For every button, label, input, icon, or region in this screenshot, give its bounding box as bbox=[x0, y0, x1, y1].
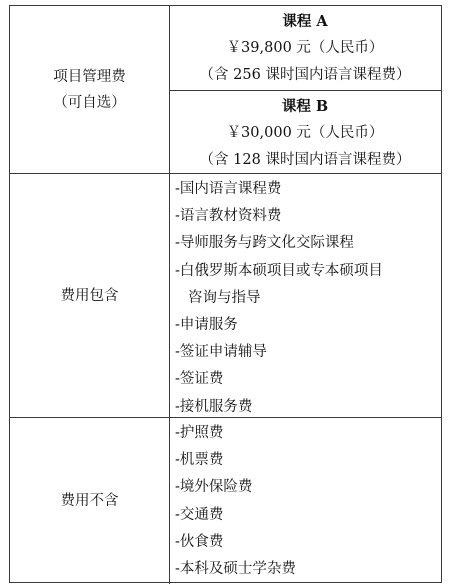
list-item: -接机服务费 bbox=[175, 398, 253, 415]
fee-included-label-cell bbox=[10, 174, 169, 417]
list-item: -签证费 bbox=[175, 371, 224, 388]
list-item: -护照费 bbox=[175, 425, 224, 441]
course-a-note: （含 256 课时国内语言课程费） bbox=[199, 67, 411, 83]
list-item: -签证申请辅导 bbox=[175, 344, 267, 361]
list-item: -国内语言课程费 bbox=[175, 181, 282, 197]
management-fee-label: 项目管理费 bbox=[53, 68, 126, 85]
fee-table bbox=[9, 5, 442, 583]
fee-excluded-list bbox=[175, 420, 437, 583]
management-fee-label-cell bbox=[10, 6, 169, 173]
list-item: -白俄罗斯本硕项目或专本硕项目 bbox=[175, 262, 383, 279]
fee-excluded-label: 费用不含 bbox=[60, 493, 119, 509]
course-b-note: （含 128 课时国内语言课程费） bbox=[199, 152, 411, 168]
course-b bbox=[169, 93, 441, 174]
list-item: -机票费 bbox=[175, 452, 224, 469]
fee-included-label: 费用包含 bbox=[60, 287, 119, 304]
list-item: 咨询与指导 bbox=[188, 289, 261, 306]
course-divider bbox=[169, 90, 441, 91]
list-item: -境外保险费 bbox=[175, 479, 253, 496]
list-item: -交通费 bbox=[175, 506, 224, 523]
list-item: -本科及硕士学杂费 bbox=[175, 561, 296, 578]
management-fee-courses-cell bbox=[169, 6, 441, 173]
course-a-price: ￥39,800 元（人民币） bbox=[226, 40, 384, 56]
fee-included-cell bbox=[169, 174, 441, 417]
list-item: -导师服务与跨文化交际课程 bbox=[175, 235, 354, 252]
course-a bbox=[169, 8, 441, 89]
fee-included-list bbox=[175, 176, 437, 421]
list-item: -申请服务 bbox=[175, 317, 238, 334]
list-item: -伙食费 bbox=[175, 533, 224, 550]
fee-excluded-cell bbox=[169, 418, 441, 584]
course-a-title: 课程 A bbox=[282, 13, 328, 30]
management-fee-sublabel: （可自选） bbox=[53, 94, 126, 111]
course-b-title: 课程 B bbox=[281, 98, 329, 115]
fee-excluded-label-cell bbox=[10, 418, 169, 584]
list-item: -语言教材资料费 bbox=[175, 208, 282, 225]
course-b-price: ￥30,000 元（人民币） bbox=[226, 125, 384, 141]
